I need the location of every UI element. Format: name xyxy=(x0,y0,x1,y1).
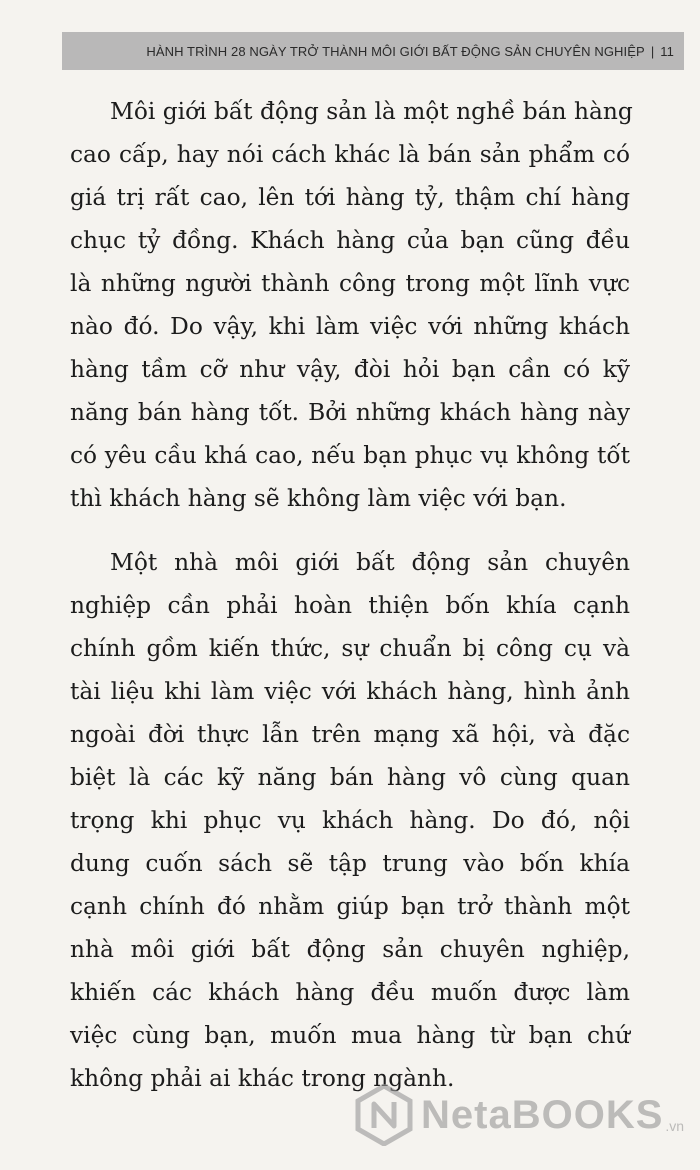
text-line: việc cùng bạn, muốn mua hàng từ bạn chứ xyxy=(70,1022,630,1049)
text-line: khiến các khách hàng đều muốn được làm xyxy=(70,979,630,1006)
text-line: cao cấp, hay nói cách khác là bán sản phẩm có xyxy=(70,141,630,168)
text-line: nhà môi giới bất động sản chuyên nghiệp, xyxy=(70,936,630,963)
header-separator: | xyxy=(650,43,655,59)
text-line: nghiệp cần phải hoàn thiện bốn khía cạnh xyxy=(70,592,630,619)
netabooks-logo-icon xyxy=(355,1084,413,1146)
paragraph-1 xyxy=(70,90,633,520)
text-line: tài liệu khi làm việc với khách hàng, hình ảnh xyxy=(70,678,630,705)
text-line: có yêu cầu khá cao, nếu bạn phục vụ không tốt xyxy=(70,442,630,469)
netabooks-watermark xyxy=(355,1080,684,1150)
text-line: chính gồm kiến thức, sự chuẩn bị công cụ và xyxy=(70,635,630,662)
paragraph-2 xyxy=(70,541,630,1100)
text-line: là những người thành công trong một lĩnh vực xyxy=(70,270,630,297)
body-text xyxy=(70,90,633,1100)
running-header xyxy=(62,32,684,70)
text-line: hàng tầm cỡ như vậy, đòi hỏi bạn cần có kỹ xyxy=(70,356,630,383)
text-line: thì khách hàng sẽ không làm việc với bạn. xyxy=(70,485,567,512)
page-number: 11 xyxy=(660,43,674,59)
text-line: Một nhà môi giới bất động sản chuyên xyxy=(110,549,630,576)
text-line: Môi giới bất động sản là một nghề bán hàng xyxy=(110,98,633,125)
text-line: giá trị rất cao, lên tới hàng tỷ, thậm chí hàng xyxy=(70,184,630,211)
text-line: nào đó. Do vậy, khi làm việc với những khách xyxy=(70,313,630,340)
text-line: dung cuốn sách sẽ tập trung vào bốn khía xyxy=(70,850,630,877)
text-line: năng bán hàng tốt. Bởi những khách hàng này xyxy=(70,399,630,426)
header-title: HÀNH TRÌNH 28 NGÀY TRỞ THÀNH MÔI GIỚI BẤT ĐỘNG SẢN CHUYÊN NGHIỆP xyxy=(146,43,645,59)
watermark-brand: NetaBOOKS xyxy=(421,1092,664,1137)
watermark-suffix: .vn xyxy=(665,1118,685,1134)
text-line: biệt là các kỹ năng bán hàng vô cùng quan xyxy=(70,764,630,791)
text-line: cạnh chính đó nhằm giúp bạn trở thành một xyxy=(70,893,630,920)
text-line: ngoài đời thực lẫn trên mạng xã hội, và đặc xyxy=(70,721,630,748)
text-line: trọng khi phục vụ khách hàng. Do đó, nội xyxy=(70,807,630,834)
text-line: chục tỷ đồng. Khách hàng của bạn cũng đều xyxy=(70,227,630,254)
text-line: không phải ai khác trong ngành. xyxy=(70,1065,455,1092)
